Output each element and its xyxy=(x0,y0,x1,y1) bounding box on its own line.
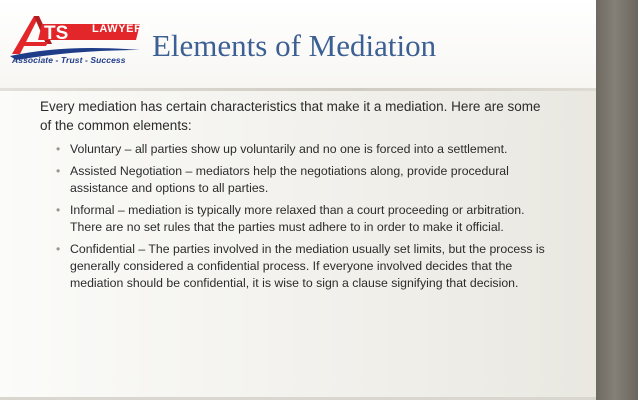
right-accent-bar xyxy=(596,0,638,400)
bullet-item-voluntary xyxy=(56,141,555,158)
intro-paragraph: Every mediation has certain characteristics that make it a mediation. Here are some of the common elements: xyxy=(40,99,541,133)
bullet-text: Assisted Negotiation – mediators help the negotiations along, provide procedural assistance and options to all parties. xyxy=(70,164,509,195)
title-divider xyxy=(0,88,596,91)
logo-lawyers-text: LAWYERS xyxy=(92,23,151,35)
bullet-dot-icon: • xyxy=(56,142,61,156)
slide-title: Elements of Mediation xyxy=(152,28,437,63)
logo-tagline: Associate - Trust - Success xyxy=(12,55,126,65)
bullet-text: Informal – mediation is typically more relaxed than a court proceeding or arbitration. There are no set rules that the parties must adhere to in order to make it official. xyxy=(70,203,525,234)
bullet-text: Voluntary – all parties show up voluntarily and no one is forced into a settlement. xyxy=(70,142,508,156)
bullet-dot-icon: • xyxy=(56,164,61,178)
bullet-list xyxy=(40,141,555,292)
bullet-item-informal xyxy=(56,202,555,236)
bullet-item-confidential xyxy=(56,241,555,292)
bullet-dot-icon: • xyxy=(56,242,61,256)
bullet-item-assisted-negotiation xyxy=(56,163,555,197)
slide-body xyxy=(40,98,555,297)
bullet-dot-icon: • xyxy=(56,203,61,217)
svg-text:TS: TS xyxy=(44,23,69,44)
bullet-text: Confidential – The parties involved in the mediation usually set limits, but the process is generally considered a confidential process. If everyone involved decides that the mediation should be confidential, it is wise to sign a clause signifying that decision. xyxy=(70,242,545,290)
